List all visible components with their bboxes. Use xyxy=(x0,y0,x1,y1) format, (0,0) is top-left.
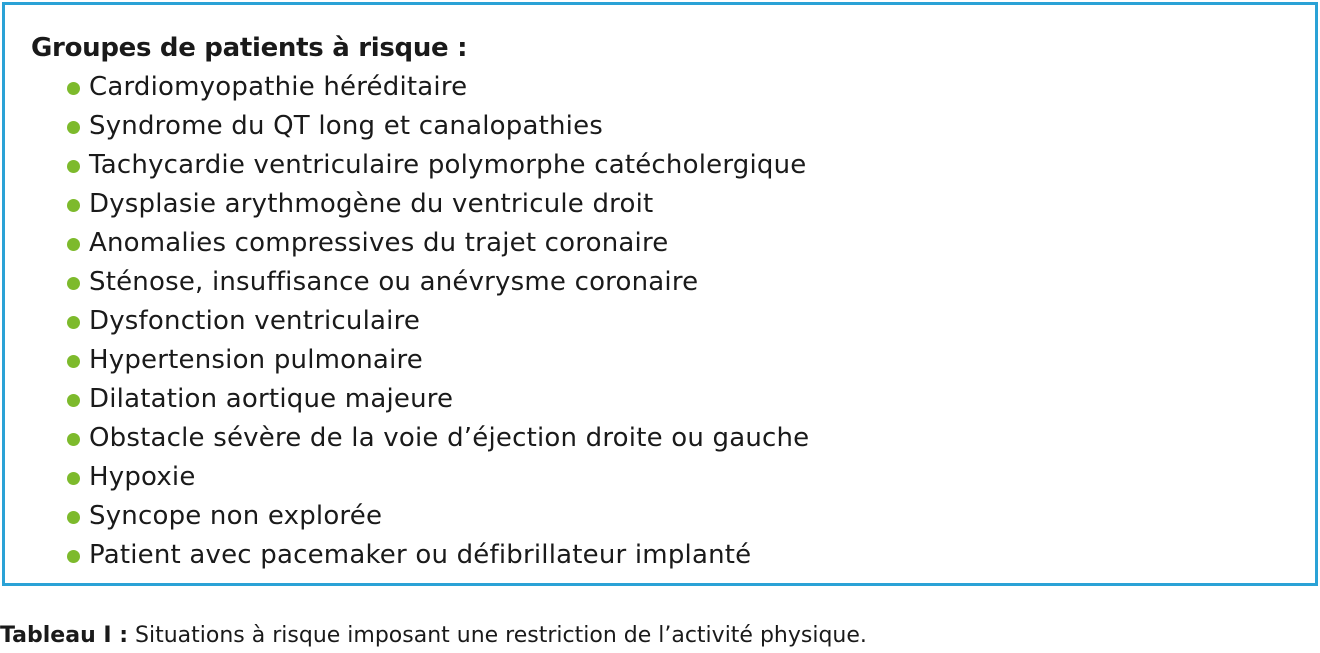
list-item-text: Cardiomyopathie héréditaire xyxy=(89,71,468,102)
list-item-text: Syndrome du QT long et canalopathies xyxy=(89,110,604,141)
box-title: Groupes de patients à risque : xyxy=(31,33,468,63)
caption-label: Tableau I : xyxy=(0,623,129,648)
bullet-icon xyxy=(67,472,80,485)
list-item-text: Syncope non explorée xyxy=(89,500,383,531)
bullet-icon xyxy=(67,277,80,290)
risk-groups-box xyxy=(2,2,1318,586)
risk-groups-list xyxy=(67,67,809,574)
list-item xyxy=(67,496,809,535)
bullet-icon xyxy=(67,160,80,173)
bullet-icon xyxy=(67,82,80,95)
bullet-icon xyxy=(67,433,80,446)
bullet-icon xyxy=(67,199,80,212)
list-item xyxy=(67,340,809,379)
list-item-text: Dysfonction ventriculaire xyxy=(89,305,421,336)
bullet-icon xyxy=(67,511,80,524)
table-caption xyxy=(0,622,867,650)
caption-text: Situations à risque imposant une restriction de l’activité physique. xyxy=(128,623,867,648)
bullet-icon xyxy=(67,238,80,251)
list-item-text: Hypoxie xyxy=(89,461,196,492)
list-item xyxy=(67,184,809,223)
list-item xyxy=(67,223,809,262)
list-item-text: Dilatation aortique majeure xyxy=(89,383,454,414)
bullet-icon xyxy=(67,550,80,563)
bullet-icon xyxy=(67,121,80,134)
list-item xyxy=(67,145,809,184)
list-item-text: Patient avec pacemaker ou défibrillateur implanté xyxy=(89,539,752,570)
bullet-icon xyxy=(67,355,80,368)
list-item-text: Obstacle sévère de la voie d’éjection droite ou gauche xyxy=(89,422,810,453)
list-item-text: Dysplasie arythmogène du ventricule droit xyxy=(89,188,654,219)
list-item xyxy=(67,379,809,418)
list-item xyxy=(67,67,809,106)
list-item xyxy=(67,262,809,301)
bullet-icon xyxy=(67,394,80,407)
list-item xyxy=(67,535,809,574)
bullet-icon xyxy=(67,316,80,329)
list-item-text: Anomalies compressives du trajet coronaire xyxy=(89,227,669,258)
list-item xyxy=(67,106,809,145)
list-item-text: Tachycardie ventriculaire polymorphe catécholergique xyxy=(89,149,807,180)
list-item-text: Hypertension pulmonaire xyxy=(89,344,424,375)
list-item xyxy=(67,418,809,457)
list-item-text: Sténose, insuffisance ou anévrysme coronaire xyxy=(89,266,699,297)
list-item xyxy=(67,301,809,340)
list-item xyxy=(67,457,809,496)
